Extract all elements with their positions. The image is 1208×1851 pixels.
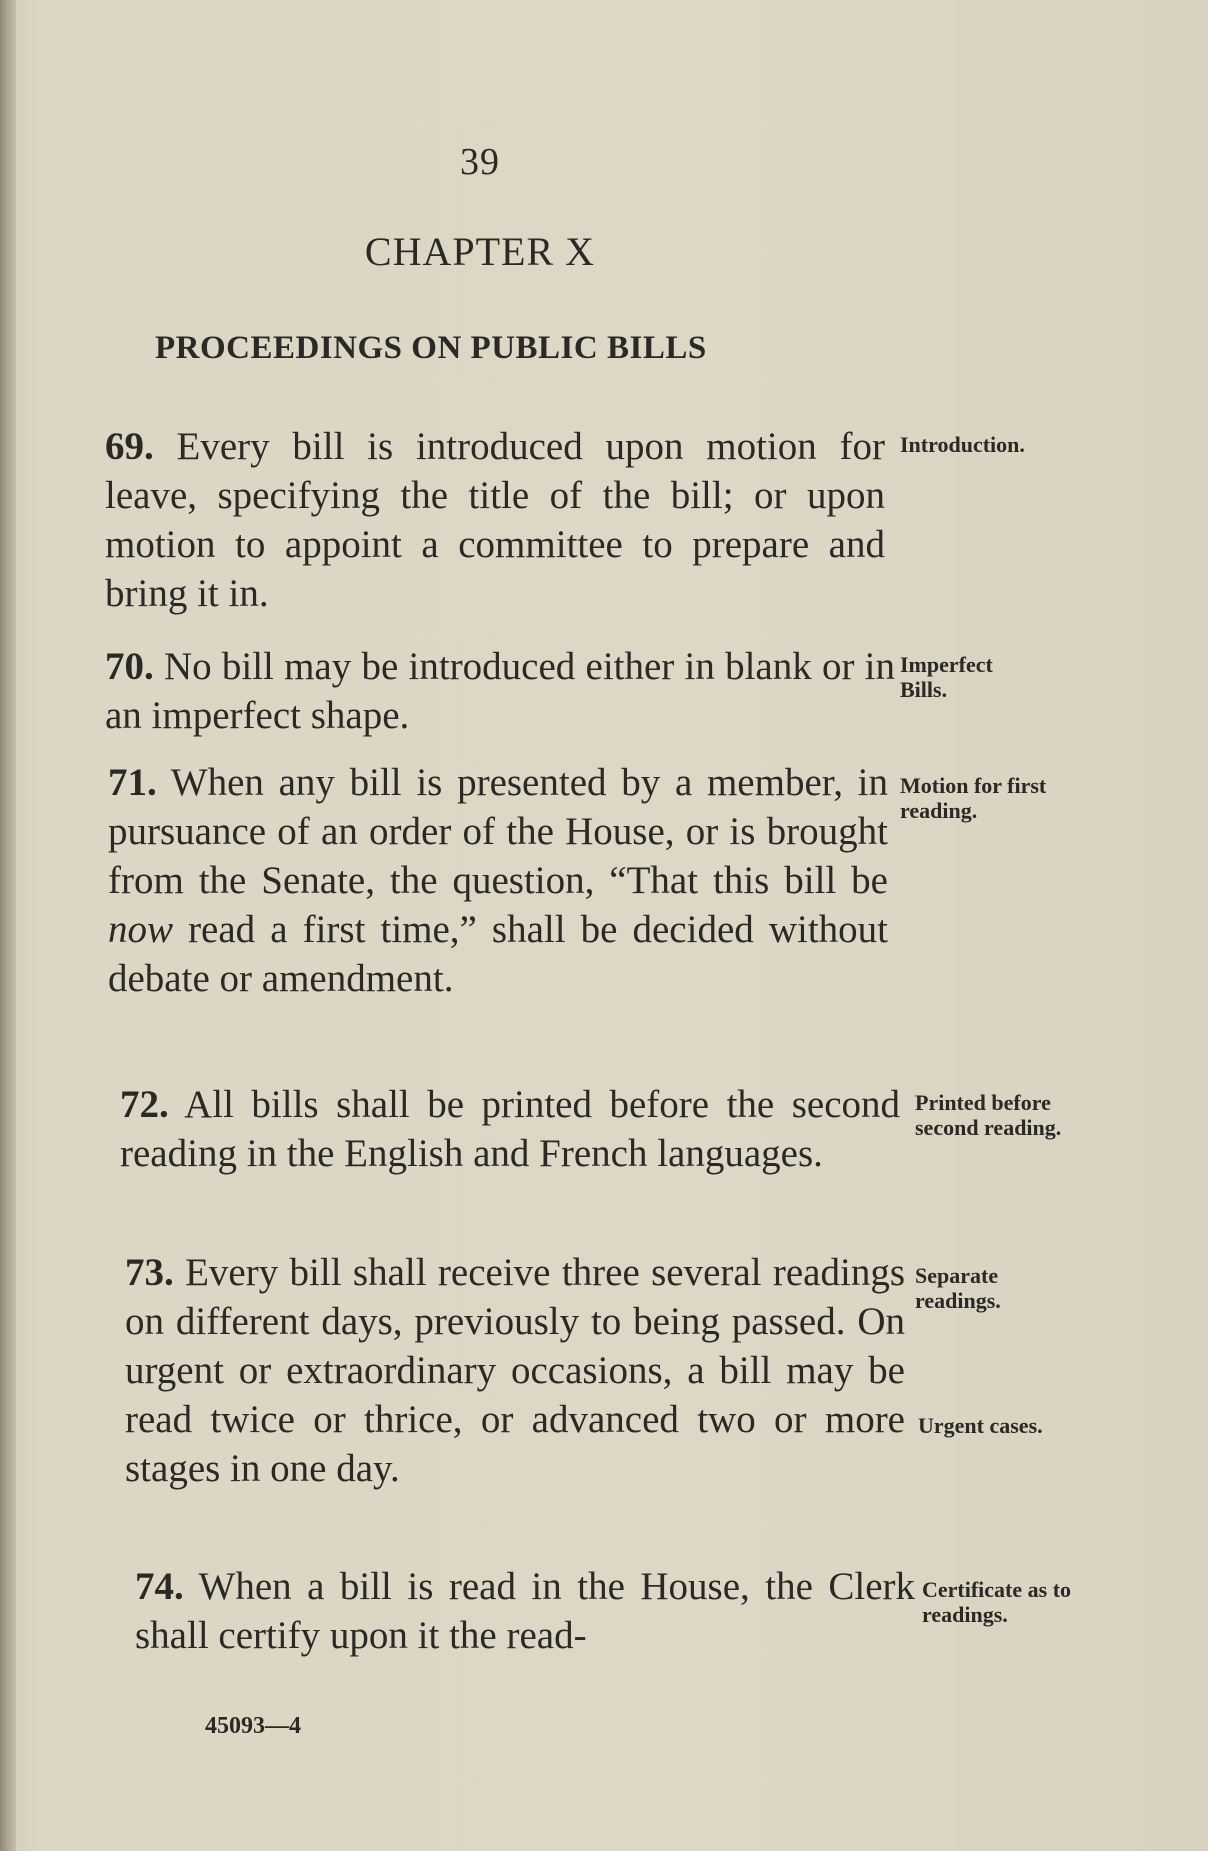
margin-note-separate-readings: Separate readings. xyxy=(915,1263,1001,1313)
paragraph-text: Every bill is introduced upon motion for leave, specifying the title of the bill; or upon motion to appoint a committee to prepare and bring it in. xyxy=(105,425,885,615)
paragraph-number: 74. xyxy=(135,1565,184,1608)
book-spine xyxy=(0,0,16,1851)
paragraph-number: 70. xyxy=(105,645,154,688)
margin-note-printed-before-second-reading: Printed before second reading. xyxy=(915,1090,1062,1140)
paragraph-text: When any bill is presented by a member, in pursuance of an order of the House, or is brought from the Senate, the question, “That this bill be xyxy=(108,761,888,902)
chapter-title: CHAPTER X xyxy=(364,229,596,274)
section-heading: PROCEEDINGS ON PUBLIC BILLS xyxy=(155,330,707,366)
paragraph-text: No bill may be introduced either in blank or in an imperfect shape. xyxy=(105,645,895,737)
paragraph-italic: now xyxy=(108,908,174,951)
margin-note-introduction: Introduction. xyxy=(900,432,1025,457)
margin-note-certificate-as-to-readings: Certificate as to readings. xyxy=(922,1577,1072,1627)
paragraph-number: 69. xyxy=(105,425,154,468)
paragraph-number: 72. xyxy=(120,1083,169,1126)
margin-note-urgent-cases: Urgent cases. xyxy=(918,1413,1043,1438)
margin-note-imperfect-bills: Imperfect Bills. xyxy=(900,652,993,702)
signature-mark: 45093—4 xyxy=(205,1713,301,1739)
paragraph-72 xyxy=(120,1080,900,1178)
margin-note-motion-first-reading: Motion for first reading. xyxy=(900,773,1047,823)
paragraph-71 xyxy=(108,758,888,1003)
paragraph-text: Every bill shall receive three several readings on different days, previously to being passed. On urgent or extraordinary occasions, a bill may be read twice or thrice, or advanced two or more stages in one day. xyxy=(125,1251,905,1490)
paragraph-70 xyxy=(105,642,895,740)
paragraph-73 xyxy=(125,1248,905,1493)
paragraph-text: All bills shall be printed before the second reading in the English and French languages. xyxy=(120,1083,900,1175)
paragraph-74 xyxy=(135,1562,915,1660)
page-number: 39 xyxy=(460,141,500,183)
paragraph-number: 71. xyxy=(108,761,157,804)
paragraph-text: When a bill is read in the House, the Clerk shall certify upon it the read- xyxy=(135,1565,915,1657)
paragraph-number: 73. xyxy=(125,1251,174,1294)
paragraph-text: read a first time,” shall be decided without debate or amendment. xyxy=(108,908,888,1000)
paragraph-69 xyxy=(105,422,885,618)
